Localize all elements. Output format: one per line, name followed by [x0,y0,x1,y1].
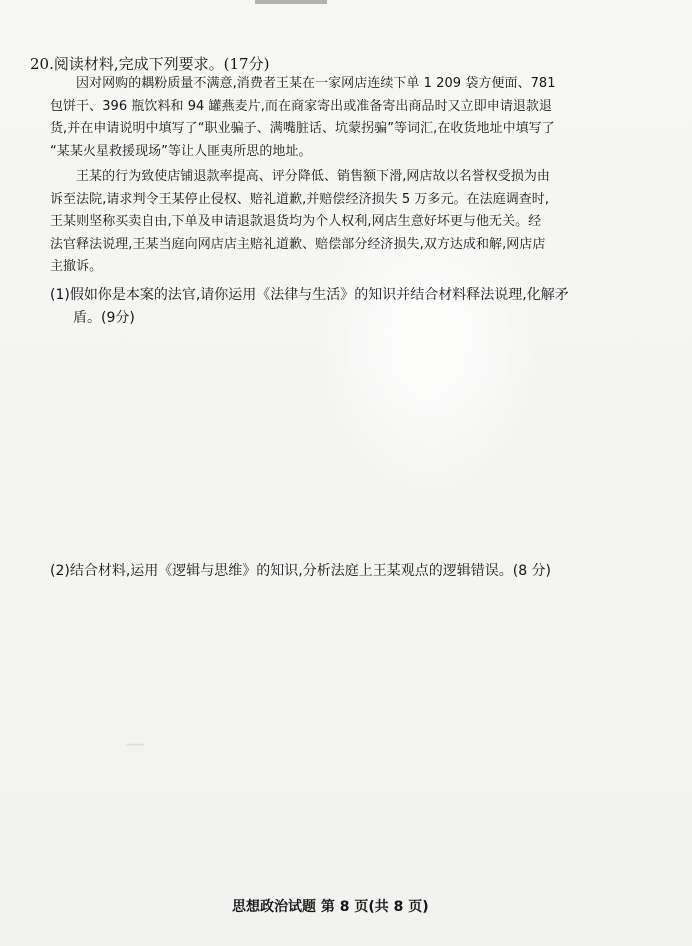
material-line: 王某的行为致使店铺退款率提高、评分降低、销售额下滑,网店故以名誉权受损为由 [76,169,550,184]
subquestion-1-line-2: 盾。(9分) [73,310,135,326]
material-paragraph-1 [50,73,588,163]
page-footer: 思想政治试题 第 8 页(共 8 页) [232,899,429,915]
material-line: 诉至法院,请求判令王某停止侵权、赔礼道歉,并赔偿经济损失 5 万多元。在法庭调查时, [50,191,550,207]
material-line: “某某火星救援现场”等让人匪夷所思的地址。 [50,143,312,159]
material-line: 包饼干、396 瓶饮料和 94 罐燕麦片,而在商家寄出或准备寄出商品时又立即申请退款退 [50,98,553,114]
subquestion-2: (2)结合材料,运用《逻辑与思维》的知识,分析法庭上王某观点的逻辑错误。(8 分) [50,563,552,579]
question-title: 20.阅读材料,完成下列要求。(17分) [30,55,270,73]
top-scan-mark [255,0,327,4]
material-line: 货,并在申请说明中填写了“职业骗子、满嘴脏话、坑蒙拐骗”等词汇,在收货地址中填写了 [50,121,555,137]
faint-pencil-mark: ┉┉┉ [126,740,145,751]
material-line: 王某则坚称买卖自由,下单及申请退款退货均为个人权利,网店生意好坏更与他无关。经 [50,214,542,230]
material-line: 法官释法说理,王某当庭向网店店主赔礼道歉、赔偿部分经济损失,双方达成和解,网店店 [50,236,546,252]
subquestion-1-line-1: (1)假如你是本案的法官,请你运用《法律与生活》的知识并结合材料释法说理,化解矛 [50,287,569,303]
material-paragraph-2 [50,166,588,279]
material-line: 主撤诉。 [50,259,103,275]
material-line: 因对网购的耦粉质量不满意,消费者王某在一家网店连续下单 1 209 袋方便面、781 [76,76,556,91]
